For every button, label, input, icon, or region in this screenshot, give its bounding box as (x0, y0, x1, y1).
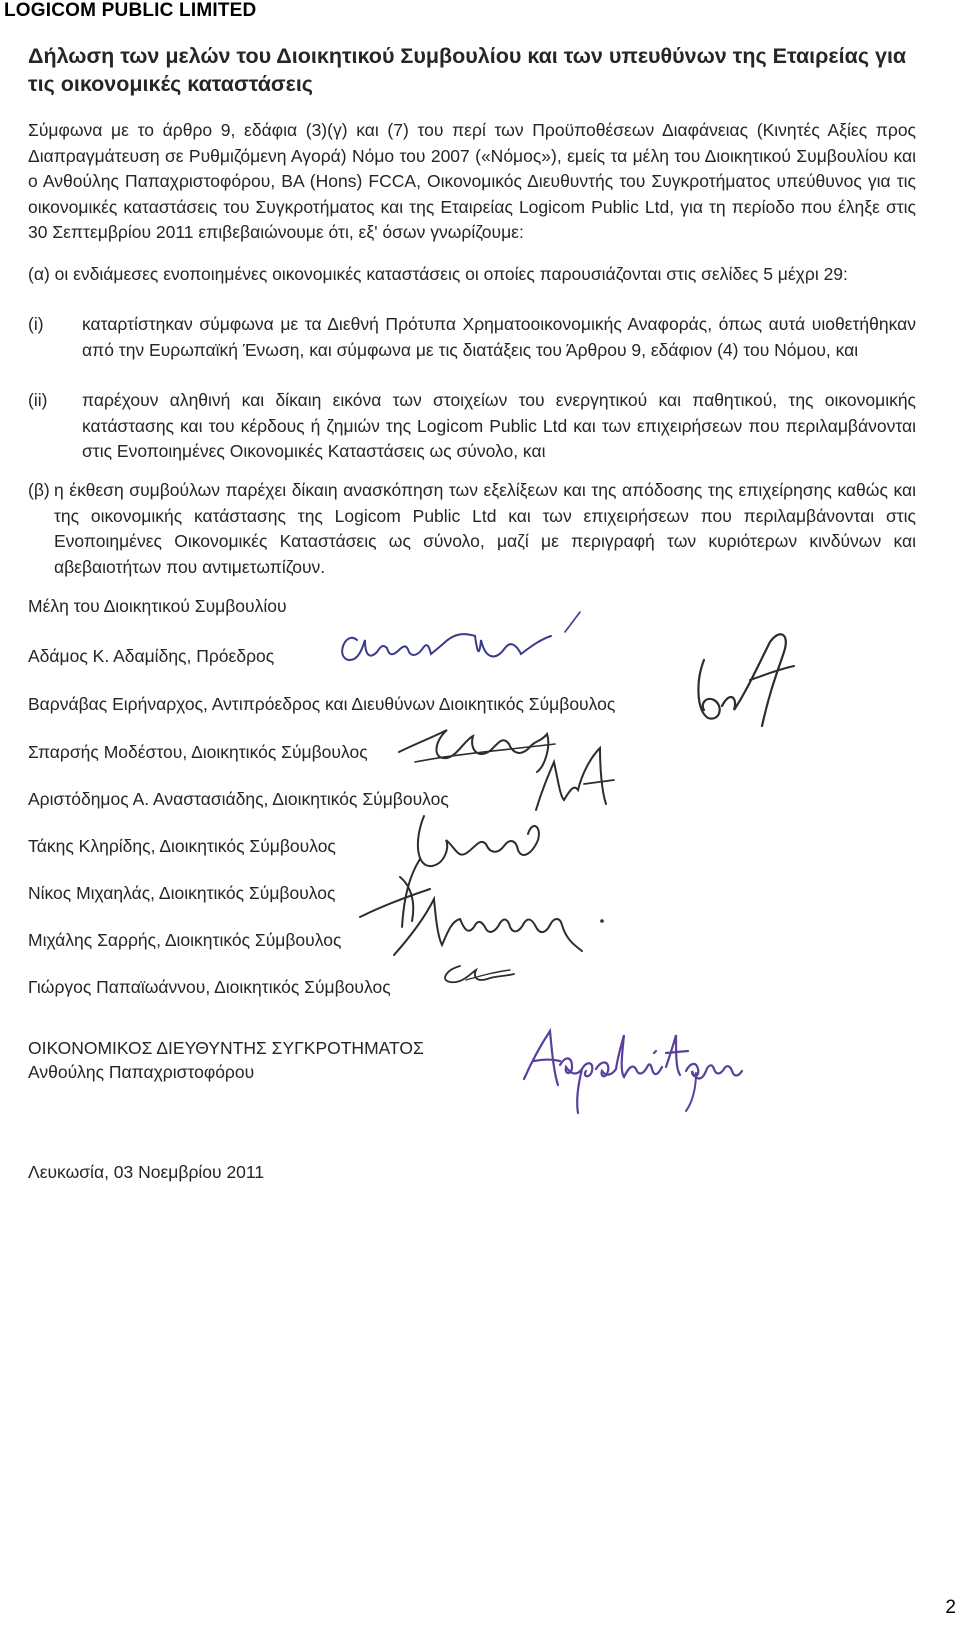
signature-anastasiades (530, 740, 620, 820)
document-title: Δήλωση των μελών του Διοικητικού Συμβουλίου και των υπευθύνων της Εταιρείας για τις οικονομικές καταστάσεις (28, 44, 907, 96)
place-and-date: Λευκωσία, 03 Νοεμβρίου 2011 (28, 1162, 265, 1182)
signature-papachristoforou (520, 1025, 760, 1115)
signature-eirinarchos (690, 630, 810, 740)
sub-item-text: καταρτίστηκαν σύμφωνα με τα Διεθνή Πρότυπα Χρηματοοικονομικής Αναφοράς, όπως αυτά υιοθετήθηκαν από την Ευρωπαϊκή Ένωση, και σύμφωνα με τις διατάξεις του Άρθρου 9, εδάφιον (4) του Νόμου, και (82, 314, 916, 360)
board-member: Αριστόδημος Α. Αναστασιάδης, Διοικητικός Σύμβουλος (28, 789, 449, 809)
board-member: Βαρνάβας Ειρήναρχος, Αντιπρόεδρος και Διευθύνων Διοικητικός Σύμβουλος (28, 694, 616, 714)
board-member: Τάκης Κληρίδης, Διοικητικός Σύμβουλος (28, 836, 336, 856)
point-a: (α) οι ενδιάμεσες ενοποιημένες οικονομικές καταστάσεις οι οποίες παρουσιάζονται στις σελίδες 5 μέχρι 29: (28, 264, 848, 284)
board-member: Αδάμος Κ. Αδαμίδης, Πρόεδρος (28, 646, 275, 666)
sub-item-number: (i) (28, 314, 44, 334)
finance-director-name: Ανθούλης Παπαχριστοφόρου (28, 1062, 255, 1082)
page-number: 2 (945, 1597, 956, 1618)
signature-sarris (390, 885, 620, 965)
board-member: Γιώργος Παπαϊωάννου, Διοικητικός Σύμβουλος (28, 977, 391, 997)
board-heading: Μέλη του Διοικητικού Συμβουλίου (28, 596, 287, 616)
signature-papaioannou (436, 960, 516, 990)
sub-item-number: (ii) (28, 390, 48, 410)
board-member: Σπαρσής Μοδέστου, Διοικητικός Σύμβουλος (28, 742, 368, 762)
sub-item-text: παρέχουν αληθινή και δίκαιη εικόνα των στοιχείων του ενεργητικού και παθητικού, της οικονομικής κατάστασης και του κέρδους ή ζημιών της Logicom Public Ltd και των επιχειρήσεων που περιλαμβάνονται στις Ενοποιημένες Οικονομικές Καταστάσεις ως σύνολο, και (82, 390, 916, 461)
point-b-number: (β) (28, 480, 50, 500)
board-member: Μιχάλης Σαρρής, Διοικητικός Σύμβουλος (28, 930, 342, 950)
intro-paragraph: Σύμφωνα με το άρθρο 9, εδάφια (3)(γ) και (7) του περί των Προϋποθέσεων Διαφάνειας (Κινητές Αξίες προς Διαπραγμάτευση σε Ρυθμιζόμενη Αγορά) Νόμο του 2007 («Νόμος»), εμείς τα μέλη του Διοικητικού Συμβουλίου και ο Ανθούλης Παπαχριστοφόρου, BA (Hons) FCCA, Οικονομικός Διευθυντής του Συγκροτήματος υπεύθυνος για τις οικονομικές καταστάσεις του Συγκροτήματος και της Εταιρείας Logicom Public Ltd, για τη περίοδο που έληξε στις 30 Σεπτεμβρίου 2011 επιβεβαιώνουμε ότι, εξ' όσων γνωρίζουμε: (28, 120, 916, 242)
company-name: LOGICOM PUBLIC LIMITED (4, 0, 257, 21)
signature-adamides (335, 610, 595, 680)
finance-director-title: ΟΙΚΟΝΟΜΙΚΟΣ ΔΙΕΥΘΥΝΤΗΣ ΣΥΓΚΡΟΤΗΜΑΤΟΣ (28, 1038, 424, 1058)
board-member: Νίκος Μιχαηλάς, Διοικητικός Σύμβουλος (28, 883, 336, 903)
point-b-text: η έκθεση συμβούλων παρέχει δίκαιη ανασκόπηση των εξελίξεων και της απόδοσης της επιχείρησης καθώς και της οικονομικής κατάστασης της Logicom Public Ltd και των επιχειρήσεων που περιλαμβάνονται στις Ενοποιημένες Οικονομικές Καταστάσεις ως σύνολο, μαζί με περιγραφή των κυριότερων κινδύνων και αβεβαιοτήτων που αντιμετωπίζουν. (54, 480, 916, 577)
